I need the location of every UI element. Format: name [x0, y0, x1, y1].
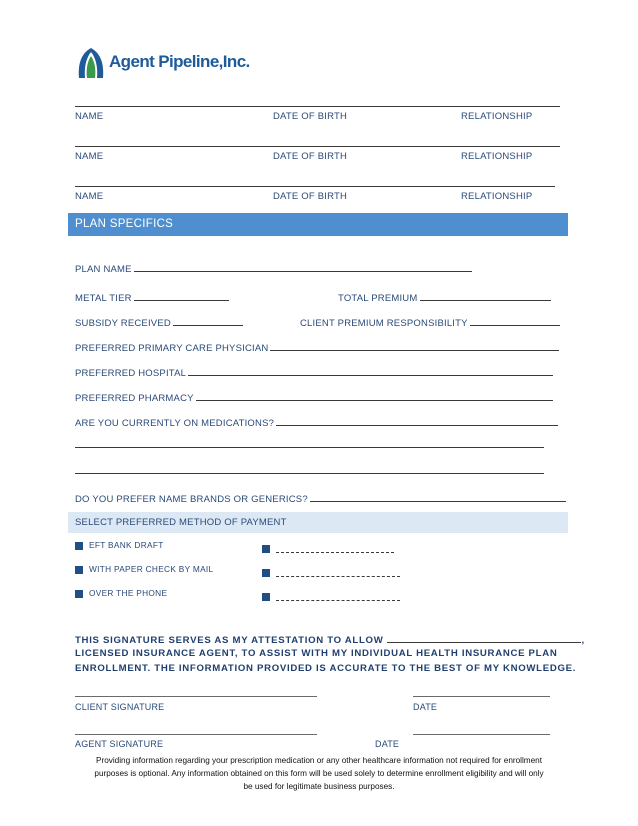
preferred-pharmacy-label: PREFERRED PHARMACY — [75, 393, 194, 404]
client-premium-line[interactable] — [470, 316, 560, 326]
medications-extra-line-2[interactable] — [75, 473, 544, 474]
medications-extra-line-1[interactable] — [75, 447, 544, 448]
plan-name-field[interactable] — [75, 259, 472, 277]
plan-name-line[interactable] — [134, 262, 472, 272]
payment-other-line[interactable] — [276, 545, 394, 553]
agent-name-line[interactable] — [387, 633, 581, 643]
client-premium-field[interactable] — [300, 313, 560, 331]
primary-care-label: PREFERRED PRIMARY CARE PHYSICIAN — [75, 343, 269, 354]
checkbox-square-icon[interactable] — [262, 569, 270, 577]
attestation-line-3: ENROLLMENT. THE INFORMATION PROVIDED IS ACCURATE TO THE BEST OF MY KNOWLEDGE. — [75, 663, 577, 674]
preferred-hospital-label: PREFERRED HOSPITAL — [75, 368, 187, 379]
logo-text: Agent Pipeline,Inc. — [109, 52, 250, 71]
client-premium-label: CLIENT PREMIUM RESPONSIBILITY — [300, 318, 468, 329]
plan-name-label: PLAN NAME — [75, 264, 132, 275]
dependent-1-relationship-label: RELATIONSHIP — [461, 111, 533, 122]
dependent-2-relationship-label: RELATIONSHIP — [461, 151, 533, 162]
agent-date-line[interactable] — [413, 734, 550, 735]
checkbox-square-icon[interactable] — [262, 545, 270, 553]
total-premium-label: TOTAL PREMIUM — [338, 293, 418, 304]
dependent-3-line — [75, 186, 555, 187]
primary-care-field[interactable] — [75, 338, 559, 356]
preferred-pharmacy-field[interactable] — [75, 388, 553, 406]
dependent-1-name-label: NAME — [75, 111, 104, 122]
payment-option-label: WITH PAPER CHECK BY MAIL — [89, 564, 214, 574]
payment-option-eft[interactable] — [75, 540, 164, 550]
payment-option-phone[interactable] — [75, 588, 167, 598]
client-date-line[interactable] — [413, 696, 550, 697]
payment-option-label: OVER THE PHONE — [89, 588, 168, 598]
payment-other-2[interactable] — [262, 564, 400, 582]
dependent-2-line — [75, 146, 560, 147]
client-signature-label: CLIENT SIGNATURE — [75, 702, 165, 712]
payment-method-header-bar — [68, 512, 568, 533]
primary-care-line[interactable] — [270, 341, 559, 351]
agent-signature-label: AGENT SIGNATURE — [75, 739, 164, 749]
payment-option-label: EFT BANK DRAFT — [89, 540, 164, 550]
medications-field[interactable] — [75, 413, 558, 431]
brands-generics-field[interactable] — [75, 489, 566, 507]
attestation-comma: , — [581, 635, 585, 646]
checkbox-square-icon[interactable] — [75, 566, 83, 574]
dependent-2-name-label: NAME — [75, 151, 104, 162]
dependent-2-dob-label: DATE OF BIRTH — [273, 151, 348, 162]
footer-disclaimer — [60, 754, 578, 793]
medications-line[interactable] — [276, 416, 558, 426]
attestation-line-2: LICENSED INSURANCE AGENT, TO ASSIST WITH MY INDIVIDUAL HEALTH INSURANCE PLAN — [75, 648, 558, 659]
dependent-1-line — [75, 106, 560, 107]
metal-tier-label: METAL TIER — [75, 293, 132, 304]
payment-other-3[interactable] — [262, 588, 400, 606]
preferred-pharmacy-line[interactable] — [196, 391, 553, 401]
checkbox-square-icon[interactable] — [262, 593, 270, 601]
logo-mark-icon — [76, 46, 106, 80]
agent-date-label: DATE — [375, 739, 400, 749]
client-signature-line[interactable] — [75, 696, 317, 697]
preferred-hospital-line[interactable] — [188, 366, 553, 376]
footer-line-1: Providing information regarding your prescription medication or any other healthcare information not required for enrollment — [96, 756, 542, 765]
attestation-text-1: THIS SIGNATURE SERVES AS MY ATTESTATION TO ALLOW — [75, 635, 384, 646]
footer-line-2: purposes is optional. Any information obtained on this form will be used solely to determine enrollment eligibility and will only — [94, 769, 544, 778]
client-date-label: DATE — [413, 702, 438, 712]
payment-other-1[interactable] — [262, 540, 394, 558]
subsidy-received-field[interactable] — [75, 313, 243, 331]
subsidy-received-line[interactable] — [173, 316, 243, 326]
payment-method-title: SELECT PREFERRED METHOD OF PAYMENT — [75, 517, 287, 528]
dependent-3-relationship-label: RELATIONSHIP — [461, 191, 533, 202]
preferred-hospital-field[interactable] — [75, 363, 553, 381]
dependent-3-dob-label: DATE OF BIRTH — [273, 191, 348, 202]
dependent-1-dob-label: DATE OF BIRTH — [273, 111, 348, 122]
payment-option-check[interactable] — [75, 564, 213, 574]
attestation-line-1 — [75, 633, 585, 646]
brands-generics-label: DO YOU PREFER NAME BRANDS OR GENERICS? — [75, 494, 308, 505]
footer-line-3: be used for legitimate business purposes. — [243, 782, 395, 791]
subsidy-received-label: SUBSIDY RECEIVED — [75, 318, 171, 329]
checkbox-square-icon[interactable] — [75, 590, 83, 598]
payment-other-line[interactable] — [276, 593, 400, 601]
metal-tier-field[interactable] — [75, 288, 229, 306]
total-premium-field[interactable] — [338, 288, 551, 306]
medications-label: ARE YOU CURRENTLY ON MEDICATIONS? — [75, 418, 275, 429]
payment-other-line[interactable] — [276, 569, 400, 577]
brands-generics-line[interactable] — [310, 492, 566, 502]
total-premium-line[interactable] — [420, 291, 551, 301]
plan-specifics-title: PLAN SPECIFICS — [75, 218, 174, 230]
plan-specifics-header-bar — [68, 213, 568, 236]
company-logo — [76, 46, 256, 82]
metal-tier-line[interactable] — [134, 291, 229, 301]
checkbox-square-icon[interactable] — [75, 542, 83, 550]
agent-signature-line[interactable] — [75, 734, 317, 735]
dependent-3-name-label: NAME — [75, 191, 104, 202]
